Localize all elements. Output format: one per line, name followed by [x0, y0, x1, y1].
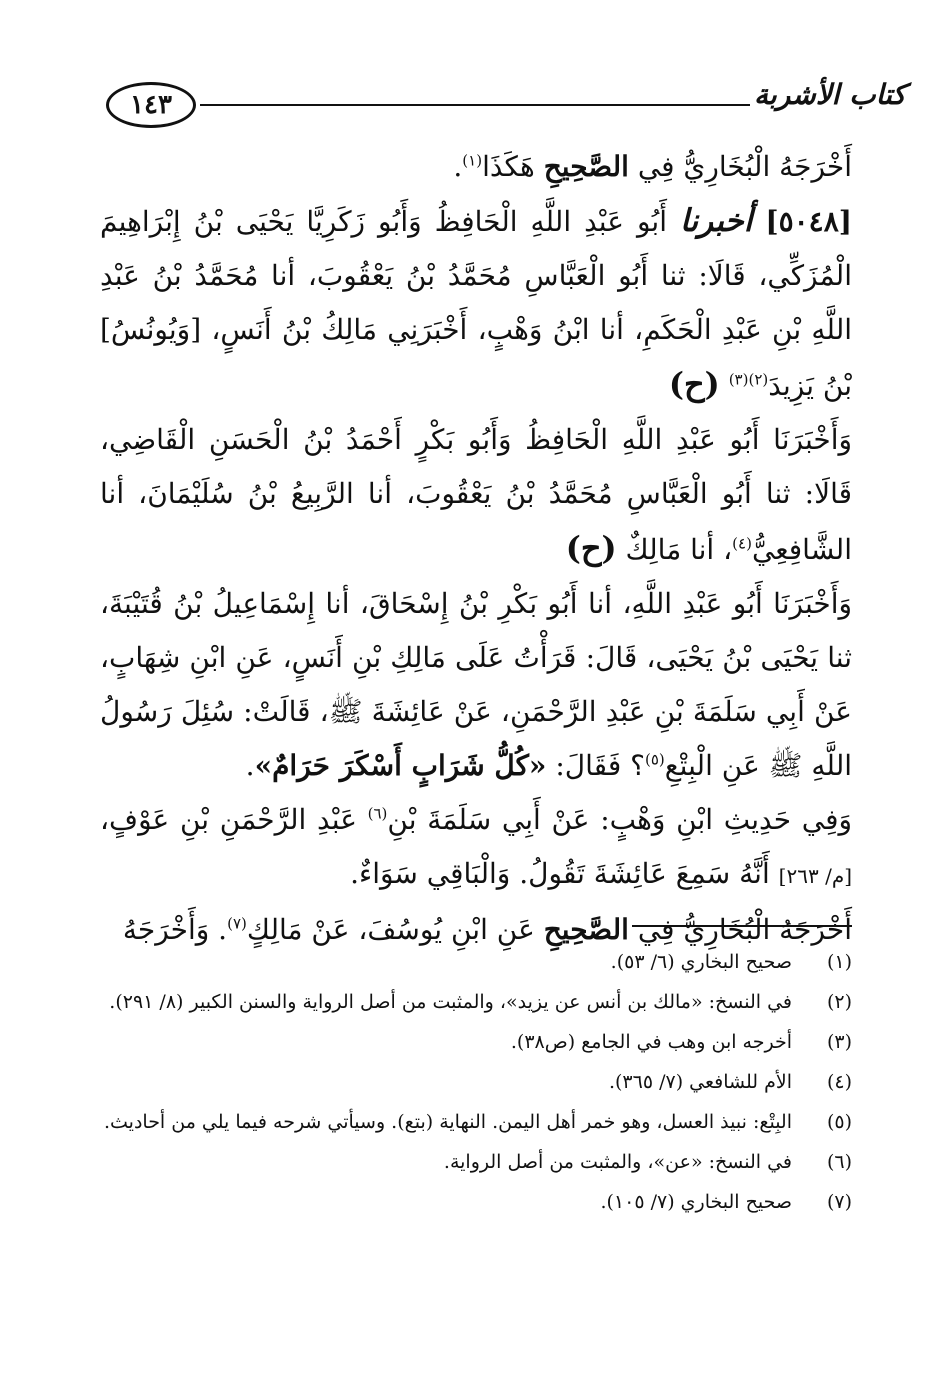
- paragraph-1: [100, 140, 852, 194]
- text-span: .: [453, 150, 463, 183]
- footnote-number: (٢): [826, 991, 852, 1013]
- footnote-text: الأم للشافعي (٧/ ٣٦٥).: [608, 1071, 792, 1093]
- footnote-item: [100, 1144, 852, 1180]
- footnote-number: (٤): [826, 1071, 852, 1093]
- footnote-rule: [632, 925, 852, 927]
- text-bold: الصَّحِيحِ: [543, 150, 629, 183]
- text-span: وَأَخْبَرَنَا أَبُو عَبْدِ اللَّهِ، أنا أَبُو بَكْرِ بْنُ إِسْحَاقَ، أنا إِسْمَاعِيلُ بْنُ قُتَيْبَةَ، ثنا يَحْيَى بْنُ يَحْيَى، قَالَ: قَرَأْتُ عَلَى مَالِكِ بْنِ أَنَسٍ، عَنِ ابْنِ شِهَابٍ، عَنْ أَبِي سَلَمَةَ بْنِ عَبْدِ الرَّحْمَنِ، عَنْ عَائِشَةَ ﷺ، قَالَتْ: سُئِلَ رَسُولُ اللَّهِ ﷺ عَنِ الْبِتْعِ: [100, 587, 852, 782]
- text-span: . وَأَخْرَجَهُ: [122, 913, 228, 946]
- text-span: وَأَخْبَرَنَا أَبُو عَبْدِ اللَّهِ الْحَافِظُ وَأَبُو بَكْرٍ أَحْمَدُ بْنُ الْحَسَنِ الْقَاضِي، قَالَا: ثنا أَبُو الْعَبَّاسِ مُحَمَّدُ بْنُ يَعْقُوبَ، أنا الرَّبِيعُ بْنُ سُلَيْمَانَ، أنا الشَّافِعِيُّ: [100, 423, 853, 566]
- text-span: عَبْدِ الرَّحْمَنِ بْنِ عَوْفٍ،: [100, 803, 357, 836]
- manuscript-marker: [م/ ٢٦٣]: [778, 864, 852, 888]
- footnotes: [100, 944, 852, 1224]
- footnote-ref[interactable]: (١): [462, 151, 483, 170]
- footnote-item: [100, 1104, 852, 1140]
- hadith-number: [٥٠٤٨]: [765, 205, 852, 238]
- footnote-item: [100, 944, 852, 980]
- footnote-item: [100, 1064, 852, 1100]
- footnote-number: (٦): [826, 1151, 852, 1173]
- footnote-item: [100, 1184, 852, 1220]
- ha-marker: (ح): [565, 529, 617, 567]
- footnote-ref[interactable]: (٤): [732, 534, 752, 553]
- header-rule: [200, 104, 750, 106]
- text-span: وَفِي حَدِيثِ ابْنِ وَهْبٍ: عَنْ أَبِي سَلَمَةَ بْنِ: [387, 803, 852, 836]
- footnote-number: (٧): [826, 1191, 852, 1213]
- text-span: .: [245, 749, 255, 782]
- text-bold: الصَّحِيحِ: [543, 913, 629, 946]
- text-span: هَكَذَا: [482, 150, 535, 183]
- text-span: أَبُو عَبْدِ اللَّهِ الْحَافِظُ وَأَبُو زَكَرِيَّا يَحْيَى بْنُ إِبْرَاهِيمَ الْمُزَكِّي، قَالَا: ثنا أَبُو الْعَبَّاسِ مُحَمَّدُ بْنُ يَعْقُوبَ، أنا مُحَمَّدُ بْنُ عَبْدِ اللَّهِ بْنِ عَبْدِ الْحَكَمِ، أنا ابْنُ وَهْبٍ، أَخْبَرَنِي مَالِكُ بْنُ أَنَسٍ، [وَيُونُسُ] بْنُ يَزِيدَ: [100, 205, 852, 402]
- footnote-text: البِتْع: نبيذ العسل، وهو خمر أهل اليمن. النهاية (بتع). وسيأتي شرحه فيما يلي من أحاديث.: [103, 1111, 792, 1133]
- akhbarana-label: أخبرنا: [680, 203, 753, 239]
- paragraph-4: [100, 577, 852, 793]
- paragraph-5: [100, 793, 852, 903]
- paragraph-3: [100, 413, 852, 577]
- hadith-quote: «كُلُّ شَرَابٍ أَسْكَرَ حَرَامٌ»: [254, 749, 547, 782]
- book-title: كتاب الأشربة: [754, 78, 906, 111]
- footnote-item: [100, 984, 852, 1020]
- text-span: أَنَّهُ سَمِعَ عَائِشَةَ تَقُولُ. وَالْبَاقِي سَوَاءٌ.: [350, 857, 770, 890]
- footnote-text: صحيح البخاري (٦/ ٥٣).: [610, 951, 792, 973]
- footnote-number: (٥): [826, 1111, 852, 1133]
- footnote-text: في النسخ: «مالك بن أنس عن يزيد»، والمثبت من أصل الرواية والسنن الكبير (٨/ ٢٩١).: [109, 991, 792, 1013]
- footnote-ref[interactable]: (٥): [644, 750, 665, 769]
- page-header: [100, 78, 906, 138]
- text-span: ؟ فَقَالَ:: [555, 749, 645, 782]
- footnote-ref[interactable]: (٢)(٣): [728, 370, 769, 389]
- footnote-text: أخرجه ابن وهب في الجامع (ص٣٨).: [510, 1031, 792, 1053]
- text-span: عَنِ ابْنِ يُوسُفَ، عَنْ مَالِكٍ: [246, 913, 535, 946]
- footnote-text: صحيح البخاري (٧/ ١٠٥).: [600, 1191, 792, 1213]
- text-span: ، أنا مَالِكٌ: [625, 533, 733, 566]
- footnote-ref[interactable]: (٧): [227, 914, 247, 933]
- footnote-number: (٣): [826, 1031, 852, 1053]
- footnote-text: في النسخ: «عن»، والمثبت من أصل الرواية.: [443, 1151, 792, 1173]
- text-span: أَخْرَجَهُ الْبُخَارِيُّ فِي: [637, 913, 852, 946]
- footnote-ref[interactable]: (٦): [367, 804, 388, 823]
- footnote-number: (١): [826, 951, 852, 973]
- ha-marker: (ح): [668, 365, 720, 403]
- paragraph-2: [100, 194, 852, 413]
- page-number: ١٤٣: [106, 82, 196, 128]
- text-span: أَخْرَجَهُ الْبُخَارِيُّ فِي: [637, 150, 852, 183]
- footnote-item: [100, 1024, 852, 1060]
- main-text: [100, 140, 852, 957]
